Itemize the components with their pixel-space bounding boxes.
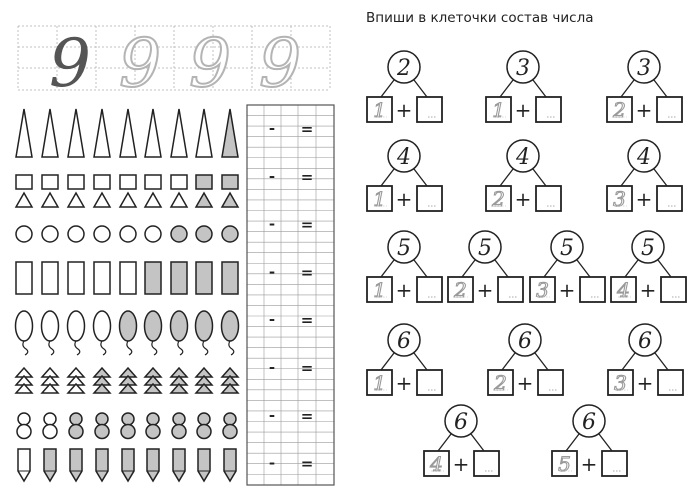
circle-plain — [120, 226, 136, 242]
tree-branch — [500, 169, 513, 186]
number-tree — [608, 324, 683, 395]
square-triangle-plain — [68, 193, 84, 207]
rectangle-plain — [42, 262, 58, 294]
first-part-number: 1 — [373, 278, 386, 302]
circle-plain — [145, 226, 161, 242]
plus-sign: + — [452, 452, 470, 476]
balloon-string — [127, 341, 132, 355]
figure-eight-shaded — [69, 425, 83, 439]
plus-sign: + — [395, 371, 413, 395]
plus-sign: + — [514, 98, 532, 122]
number-tree — [367, 324, 442, 395]
number-tree — [530, 231, 605, 302]
picture-row-rectangle — [16, 262, 238, 294]
tree-branch — [471, 434, 484, 451]
square-triangle-plain — [42, 175, 58, 189]
balloon-shaded — [120, 311, 137, 341]
total-number: 5 — [641, 236, 655, 261]
equals-sign: = — [300, 120, 314, 138]
minus-sign: - — [268, 214, 276, 233]
square-triangle-plain — [42, 193, 58, 207]
plus-sign: + — [635, 187, 653, 211]
equals-sign: = — [300, 454, 314, 473]
first-part-number: 3 — [614, 371, 627, 395]
tree-branch — [500, 80, 513, 97]
balloon-shaded — [145, 311, 162, 341]
number-tree — [607, 51, 682, 122]
plus-sign: + — [395, 98, 413, 122]
figure-eight-shaded — [223, 425, 237, 439]
square-triangle-shaded — [196, 175, 212, 189]
cone-plain — [94, 109, 110, 157]
number-tree — [611, 231, 686, 302]
plus-sign: + — [635, 98, 653, 122]
second-part-box — [417, 186, 442, 211]
instruction-text: Впиши в клеточки состав числа — [366, 10, 594, 26]
balloon-string — [101, 341, 106, 355]
figure-eight-shaded — [70, 413, 82, 425]
total-number: 5 — [560, 236, 574, 261]
figure-eight-shaded — [147, 413, 159, 425]
tree-branch — [414, 80, 427, 97]
minus-sign: - — [268, 453, 276, 472]
rectangle-plain — [16, 262, 32, 294]
digit-nine-sample: 9 — [49, 25, 91, 102]
balloon-string — [23, 341, 28, 355]
second-part-box — [658, 370, 683, 395]
second-part-box — [536, 186, 561, 211]
balloon-plain — [16, 311, 33, 341]
first-part-number: 3 — [536, 278, 549, 302]
plus-sign: + — [639, 278, 657, 302]
pencil-shaded — [147, 449, 159, 481]
square-triangle-shaded — [196, 193, 212, 207]
second-part-box — [657, 97, 682, 122]
balloon-plain — [68, 311, 85, 341]
minus-sign: - — [268, 358, 276, 376]
balloon-string — [49, 341, 54, 355]
total-number: 6 — [582, 410, 596, 435]
first-part-number: 1 — [373, 371, 386, 395]
tree-branch — [654, 80, 667, 97]
figure-eight-shaded — [122, 413, 134, 425]
digit-nine-trace: 9 — [119, 25, 161, 102]
total-number: 5 — [397, 236, 411, 261]
total-number: 6 — [454, 410, 468, 435]
second-part-box — [580, 277, 605, 302]
equals-sign: = — [300, 263, 314, 282]
digit-nine-trace: 9 — [189, 25, 231, 102]
equals-sign: = — [300, 311, 314, 330]
tree-branch — [462, 260, 475, 277]
tree-branch — [535, 353, 548, 370]
number-tree — [448, 231, 523, 302]
total-number: 2 — [397, 56, 411, 81]
tree-branch — [654, 169, 667, 186]
figure-eight-shaded — [197, 425, 211, 439]
number-tree — [486, 51, 561, 122]
circle-shaded — [222, 226, 238, 242]
tree-branch — [599, 434, 612, 451]
number-tree — [367, 140, 442, 211]
figure-eight-plain — [43, 425, 57, 439]
figure-eight-shaded — [224, 413, 236, 425]
second-part-box — [661, 277, 686, 302]
total-number: 4 — [397, 145, 411, 170]
total-number: 4 — [637, 145, 651, 170]
balloon-string — [229, 341, 234, 355]
minus-sign: - — [268, 262, 276, 281]
second-part-box — [538, 370, 563, 395]
number-tree — [552, 405, 627, 476]
tree-branch — [544, 260, 557, 277]
total-number: 6 — [397, 329, 411, 354]
first-part-number: 2 — [492, 187, 505, 211]
rectangle-shaded — [171, 262, 187, 294]
cone-shaded — [222, 109, 238, 157]
tree-branch — [381, 80, 394, 97]
tree-branch — [381, 353, 394, 370]
tree-branch — [621, 169, 634, 186]
rectangle-plain — [120, 262, 136, 294]
equals-sign: = — [300, 167, 314, 186]
figure-eight-plain — [17, 425, 31, 439]
tree-branch — [533, 169, 546, 186]
square-triangle-plain — [171, 193, 187, 207]
circle-shaded — [196, 226, 212, 242]
total-number: 6 — [518, 329, 532, 354]
tree-branch — [658, 260, 671, 277]
equals-sign: = — [300, 215, 314, 234]
tree-branch — [621, 80, 634, 97]
balloon-shaded — [171, 311, 188, 341]
cone-plain — [120, 109, 136, 157]
number-tree — [607, 140, 682, 211]
circle-plain — [42, 226, 58, 242]
total-number: 3 — [516, 56, 530, 81]
minus-sign: - — [268, 166, 276, 185]
circle-plain — [16, 226, 32, 242]
square-triangle-plain — [94, 175, 110, 189]
square-triangle-shaded — [222, 193, 238, 207]
tree-branch — [381, 169, 394, 186]
tree-branch — [495, 260, 508, 277]
second-part-box — [602, 451, 627, 476]
cone-plain — [145, 109, 161, 157]
figure-eight-shaded — [95, 425, 109, 439]
balloon-string — [75, 341, 80, 355]
square-triangle-plain — [120, 193, 136, 207]
plus-sign: + — [514, 187, 532, 211]
plus-sign: + — [476, 278, 494, 302]
picture-row-fir-tree — [16, 368, 238, 393]
square-triangle-plain — [68, 175, 84, 189]
rectangle-plain — [94, 262, 110, 294]
square-triangle-plain — [171, 175, 187, 189]
figure-eight-plain — [44, 413, 56, 425]
plus-sign: + — [395, 187, 413, 211]
figure-eight-shaded — [121, 425, 135, 439]
square-triangle-plain — [16, 193, 32, 207]
cone-plain — [68, 109, 84, 157]
cone-plain — [196, 109, 212, 157]
balloon-plain — [42, 311, 59, 341]
plus-sign: + — [558, 278, 576, 302]
tree-branch — [414, 353, 427, 370]
square-triangle-plain — [94, 193, 110, 207]
number-tree — [367, 51, 442, 122]
rectangle-shaded — [222, 262, 238, 294]
balloon-string — [152, 341, 157, 355]
picture-row-figure-eight — [17, 413, 237, 439]
pencil-shaded — [96, 449, 108, 481]
picture-row-cone — [16, 109, 238, 157]
plus-sign: + — [516, 371, 534, 395]
first-part-number: 1 — [373, 98, 386, 122]
pencil-shaded — [224, 449, 236, 481]
cone-plain — [171, 109, 187, 157]
tree-branch — [381, 260, 394, 277]
square-triangle-plain — [120, 175, 136, 189]
second-part-box — [657, 186, 682, 211]
first-part-number: 4 — [617, 278, 630, 302]
first-part-number: 2 — [494, 371, 507, 395]
plus-sign: + — [395, 278, 413, 302]
minus-sign: - — [268, 119, 276, 137]
circle-plain — [94, 226, 110, 242]
equals-sign: = — [300, 359, 314, 377]
rectangle-shaded — [196, 262, 212, 294]
digit-nine-trace: 9 — [259, 25, 301, 102]
tree-branch — [438, 434, 451, 451]
square-triangle-plain — [145, 193, 161, 207]
total-number: 5 — [478, 236, 492, 261]
square-triangle-plain — [16, 175, 32, 189]
number-tree — [424, 405, 499, 476]
first-part-number: 4 — [430, 452, 443, 476]
figure-eight-shaded — [198, 413, 210, 425]
square-triangle-shaded — [222, 175, 238, 189]
digit-writing-strip — [18, 25, 330, 102]
rectangle-plain — [68, 262, 84, 294]
number-tree — [486, 140, 561, 211]
tree-branch — [566, 434, 579, 451]
figure-eight-shaded — [173, 413, 185, 425]
square-triangle-plain — [145, 175, 161, 189]
balloon-shaded — [196, 311, 213, 341]
first-part-number: 1 — [492, 98, 505, 122]
balloon-shaded — [222, 311, 239, 341]
number-tree — [367, 231, 442, 302]
first-part-number: 5 — [558, 452, 571, 476]
figure-eight-plain — [18, 413, 30, 425]
second-part-box — [417, 370, 442, 395]
plus-sign: + — [636, 371, 654, 395]
pencil-shaded — [44, 449, 56, 481]
pencil-plain — [18, 449, 30, 481]
figure-eight-shaded — [172, 425, 186, 439]
number-tree — [488, 324, 563, 395]
first-part-number: 2 — [454, 278, 467, 302]
circle-plain — [68, 226, 84, 242]
picture-row-pencil — [18, 449, 236, 481]
figure-eight-shaded — [146, 425, 160, 439]
pencil-shaded — [198, 449, 210, 481]
minus-sign: - — [268, 310, 276, 329]
tree-branch — [625, 260, 638, 277]
pencil-shaded — [70, 449, 82, 481]
cone-plain — [42, 109, 58, 157]
second-part-box — [498, 277, 523, 302]
rectangle-shaded — [145, 262, 161, 294]
balloon-string — [178, 341, 183, 355]
second-part-box — [417, 97, 442, 122]
first-part-number: 1 — [373, 187, 386, 211]
answer-grid — [247, 105, 334, 485]
tree-branch — [414, 169, 427, 186]
tree-branch — [533, 80, 546, 97]
balloon-string — [203, 341, 208, 355]
second-part-box — [474, 451, 499, 476]
figure-eight-shaded — [96, 413, 108, 425]
second-part-box — [417, 277, 442, 302]
first-part-number: 2 — [613, 98, 626, 122]
plus-sign: + — [580, 452, 598, 476]
total-number: 3 — [637, 56, 651, 81]
tree-branch — [622, 353, 635, 370]
tree-branch — [502, 353, 515, 370]
total-number: 4 — [516, 145, 530, 170]
picture-row-balloon — [16, 311, 239, 355]
circle-shaded — [171, 226, 187, 242]
second-part-box — [536, 97, 561, 122]
tree-branch — [655, 353, 668, 370]
tree-branch — [414, 260, 427, 277]
minus-sign: - — [268, 405, 276, 424]
cone-plain — [16, 109, 32, 157]
first-part-number: 3 — [613, 187, 626, 211]
picture-row-circle — [16, 226, 238, 242]
tree-branch — [577, 260, 590, 277]
total-number: 6 — [638, 329, 652, 354]
equals-sign: = — [300, 406, 314, 425]
pencil-shaded — [122, 449, 134, 481]
pencil-shaded — [173, 449, 185, 481]
picture-row-square-triangle — [16, 175, 238, 207]
balloon-plain — [94, 311, 111, 341]
